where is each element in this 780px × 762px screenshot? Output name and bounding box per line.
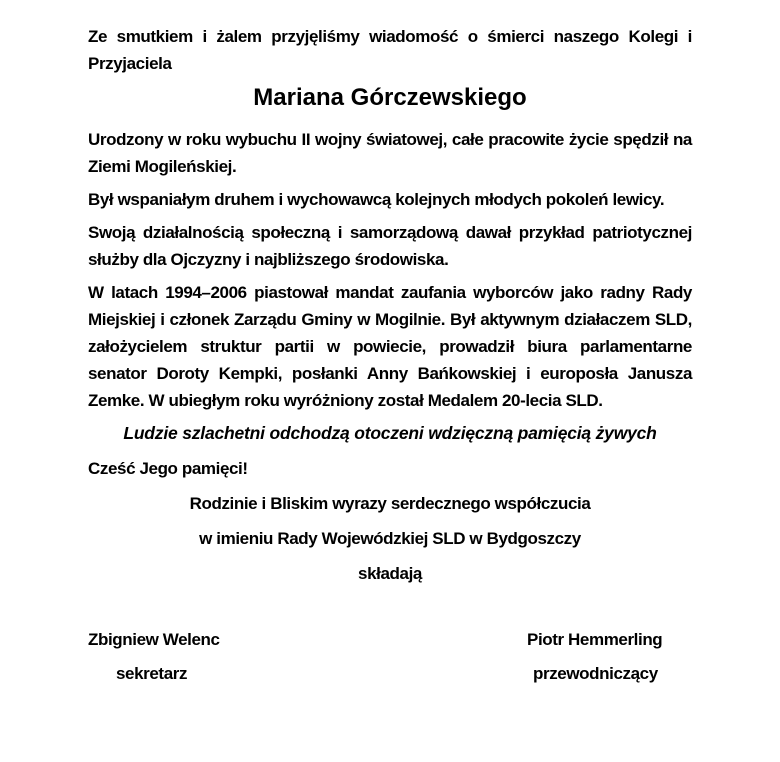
condolence-line-3: składają bbox=[358, 564, 422, 583]
intro-paragraph: Ze smutkiem i żalem przyjęliśmy wiadomość o śmierci naszego Kolegi i Przyjaciela bbox=[88, 27, 692, 73]
deceased-name-heading: Mariana Górczewskiego bbox=[253, 84, 527, 111]
condolence-line-2: w imieniu Rady Wojewódzkiej SLD w Bydgoszczy bbox=[199, 529, 581, 548]
signatory-name-right: Piotr Hemmerling bbox=[527, 630, 663, 649]
epitaph-line: Ludzie szlachetni odchodzą otoczeni wdzięczną pamięcią żywych bbox=[123, 423, 657, 443]
signatory-name-left: Zbigniew Welenc bbox=[88, 630, 220, 649]
signatory-title-left: sekretarz bbox=[116, 664, 188, 683]
biography-paragraph-1: Urodzony w roku wybuchu II wojny światowej, całe pracowite życie spędził na Ziemi Mogileńskiej. bbox=[88, 130, 692, 176]
biography-paragraph-4: W latach 1994–2006 piastował mandat zaufania wyborców jako radny Rady Miejskiej i członek Zarządu Gminy w Mogilnie. Był aktywnym działaczem SLD, założycielem struktur partii w powiecie, prowadził biura parlamentarne senator Doroty Kempki, posłanki Anny Bańkowskiej i europosła Janusza Zemke. W ubiegłym roku wyróżniony został Medalem 20-lecia SLD. bbox=[88, 283, 692, 410]
signatory-title-right: przewodniczący bbox=[533, 664, 658, 683]
biography-paragraph-2: Był wspaniałym druhem i wychowawcą kolejnych młodych pokoleń lewicy. bbox=[88, 190, 665, 209]
signature-left bbox=[88, 626, 220, 687]
signature-right bbox=[527, 626, 692, 687]
biography-paragraph-3: Swoją działalnością społeczną i samorządową dawał przykład patriotycznej służby dla Ojczyzny i najbliższego środowiska. bbox=[88, 223, 692, 269]
signatures-row bbox=[88, 626, 692, 687]
condolence-line-1: Rodzinie i Bliskim wyrazy serdecznego współczucia bbox=[189, 494, 591, 513]
tribute-line: Cześć Jego pamięci! bbox=[88, 459, 248, 478]
